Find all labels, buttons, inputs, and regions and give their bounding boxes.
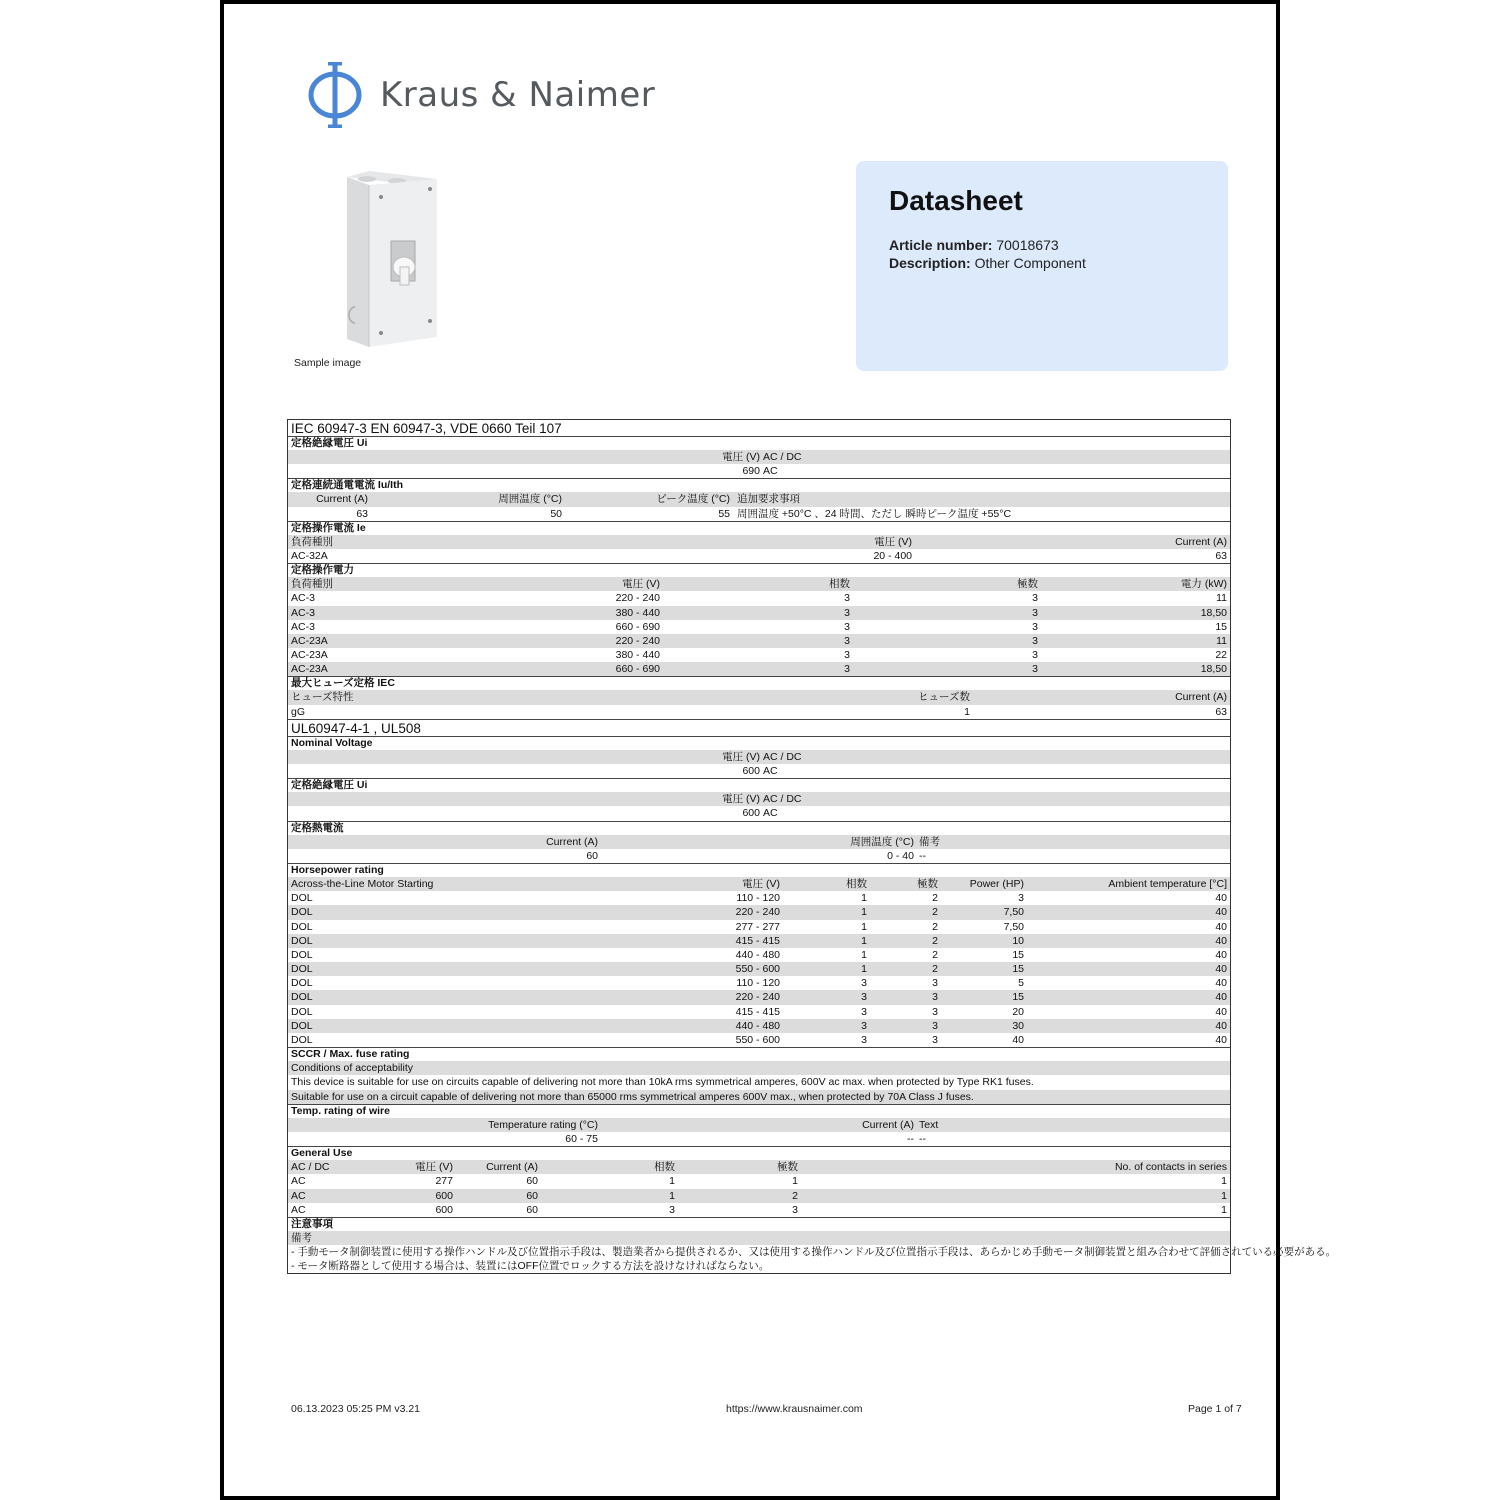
column-header-row xyxy=(288,877,1230,891)
cell-text: IEC 60947-3 EN 60947-3, VDE 0660 Teil 107 xyxy=(291,421,562,436)
cell-text: 440 - 480 xyxy=(735,1019,780,1032)
section-title xyxy=(288,436,1230,450)
cell-text: 周囲温度 +50°C 、24 時間、ただし 瞬時ピーク温度 +55°C xyxy=(737,507,1012,520)
footer-page-number: Page 1 of 7 xyxy=(1188,1403,1242,1415)
cell-text: 負荷種別 xyxy=(291,578,333,591)
cell-text: AC xyxy=(291,1203,306,1216)
cell-text: AC xyxy=(763,765,778,777)
cell-text: 1 xyxy=(861,963,867,976)
section-title xyxy=(288,1217,1230,1231)
cell-text: 220 - 240 xyxy=(615,592,660,605)
table-row xyxy=(288,934,1230,948)
table-row xyxy=(288,705,1230,719)
cell-text: 周囲温度 (°C) xyxy=(498,493,562,506)
table-row xyxy=(288,849,1230,863)
cell-text: Text xyxy=(919,1118,939,1131)
cell-text: 40 xyxy=(1012,1034,1024,1046)
cell-text: ヒューズ特性 xyxy=(291,691,354,704)
cell-text: 2 xyxy=(932,892,938,905)
cell-text: 定格絶縁電圧 Ui xyxy=(291,779,368,792)
cell-text: 600 xyxy=(435,1189,453,1202)
cell-text: -- xyxy=(907,1132,914,1145)
cell-text: AC xyxy=(763,807,778,820)
cell-text: 3 xyxy=(844,634,850,647)
cell-text: 3 xyxy=(861,991,867,1004)
cell-text: DOL xyxy=(291,906,313,919)
cell-text: 3 xyxy=(1032,620,1038,633)
cell-text: 15 xyxy=(1012,948,1024,961)
cell-text: 18,50 xyxy=(1200,663,1227,676)
cell-text: 277 xyxy=(435,1175,453,1188)
standard-heading-ul xyxy=(288,719,1230,736)
cell-text: This device is suitable for use on circuits capable of delivering not more than 10kA rms symmetrical amperes, 600V ac max. when protected by Type RK1 fuses. xyxy=(291,1076,1034,1089)
cell-text: 600 xyxy=(742,765,760,777)
cell-text: Temp. rating of wire xyxy=(291,1104,390,1117)
cell-text: 3 xyxy=(1032,606,1038,619)
cell-text: 3 xyxy=(932,991,938,1004)
cell-text: 415 - 415 xyxy=(735,934,780,947)
cell-text: DOL xyxy=(291,948,313,961)
table-row xyxy=(288,962,1230,976)
cell-text: 定格操作電力 xyxy=(291,564,354,577)
cell-text: DOL xyxy=(291,920,313,933)
cell-text: 7,50 xyxy=(1003,906,1024,919)
section-title xyxy=(288,521,1230,535)
cell-text: 1 xyxy=(669,1189,675,1202)
cell-text: 負荷種別 xyxy=(291,535,333,548)
cell-text: 63 xyxy=(1215,705,1227,718)
column-header-row xyxy=(288,1118,1230,1132)
column-header-row xyxy=(288,535,1230,549)
table-row xyxy=(288,648,1230,662)
cell-text: 60 xyxy=(526,1189,538,1202)
cell-text: 極数 xyxy=(917,877,938,890)
cell-text: 最大ヒューズ定格 IEC xyxy=(291,677,395,690)
cell-text: 電圧 (V) xyxy=(415,1161,453,1174)
table-row xyxy=(288,1090,1230,1104)
cell-text: 1 xyxy=(861,906,867,919)
cell-text: 2 xyxy=(932,906,938,919)
cell-text: 電圧 (V) xyxy=(722,451,760,463)
cell-text: ヒューズ数 xyxy=(918,691,970,704)
table-row xyxy=(288,1075,1230,1089)
cell-text: 55 xyxy=(718,507,730,520)
cell-text: AC / DC xyxy=(763,793,802,806)
cell-text: AC xyxy=(291,1175,306,1188)
cell-text: 110 - 120 xyxy=(736,892,780,905)
cell-text: 60 - 75 xyxy=(565,1132,598,1145)
cell-text: 備考 xyxy=(291,1231,312,1244)
cell-text: 電圧 (V) xyxy=(742,877,780,890)
cell-text: Suitable for use on a circuit capable of delivering not more than 65000 rms symmetrical amperes 600V max., when protected by 70A Class J fuses. xyxy=(291,1090,974,1103)
column-header-row xyxy=(288,577,1230,591)
cell-text: 3 xyxy=(844,620,850,633)
cell-text: 40 xyxy=(1215,963,1227,976)
cell-text: Power (HP) xyxy=(969,877,1024,890)
cell-text: AC-3 xyxy=(291,620,315,633)
cell-text: 22 xyxy=(1215,649,1227,662)
cell-text: 3 xyxy=(932,1005,938,1018)
cell-text: AC xyxy=(291,1189,306,1202)
cell-text: 63 xyxy=(356,507,368,520)
cell-text: 40 xyxy=(1215,920,1227,933)
cell-text: 3 xyxy=(861,977,867,990)
section-title xyxy=(288,736,1230,750)
column-header-row xyxy=(288,1160,1230,1174)
description-label: Description: xyxy=(889,255,971,271)
table-row xyxy=(288,1019,1230,1033)
section-title xyxy=(288,478,1230,492)
cell-text: Current (A) xyxy=(316,493,368,506)
table-row xyxy=(288,606,1230,620)
image-caption: Sample image xyxy=(294,357,362,369)
cell-text: 3 xyxy=(1018,892,1024,905)
cell-text: AC-32A xyxy=(291,549,328,562)
cell-text: 相数 xyxy=(846,877,867,890)
description xyxy=(889,255,1086,271)
cell-text: 220 - 240 xyxy=(615,634,660,647)
cell-text: 備考 xyxy=(919,835,940,848)
cell-text: AC-23A xyxy=(291,634,328,647)
cell-text: 18,50 xyxy=(1200,606,1227,619)
section-title xyxy=(288,1047,1230,1061)
datasheet-title: Datasheet xyxy=(889,185,1023,216)
cell-text: Conditions of acceptability xyxy=(291,1062,413,1075)
cell-text: 3 xyxy=(792,1203,798,1216)
table-row xyxy=(288,905,1230,919)
cell-text: 415 - 415 xyxy=(735,1005,780,1018)
cell-text: 40 xyxy=(1215,906,1227,919)
cell-text: DOL xyxy=(291,934,313,947)
table-row xyxy=(288,620,1230,634)
cell-text: 63 xyxy=(1215,549,1227,562)
cell-text: 3 xyxy=(1032,649,1038,662)
section-title xyxy=(288,676,1230,690)
cell-text: 1 xyxy=(861,948,867,961)
column-header-row xyxy=(288,750,1230,764)
cell-text: 50 xyxy=(550,507,562,520)
cell-text: 15 xyxy=(1012,991,1024,1004)
description-value: Other Component xyxy=(974,255,1086,271)
cell-text: 550 - 600 xyxy=(735,1034,780,1046)
table-row xyxy=(288,1203,1230,1217)
section-title xyxy=(288,1146,1230,1160)
cell-text: 1 xyxy=(792,1175,798,1188)
cell-text: - モータ断路器として使用する場合は、装置にはOFF位置でロックする方法を設けなければならない。 xyxy=(291,1260,770,1273)
article-number-label: Article number: xyxy=(889,237,993,253)
cell-text: 周囲温度 (°C) xyxy=(850,835,914,848)
cell-text: AC-23A xyxy=(291,663,328,676)
table-row xyxy=(288,1005,1230,1019)
cell-text: - 手動モータ制御装置に使用する操作ハンドル及び位置指示手段は、製造業者から提供されるか、又は使用する操作ハンドル及び位置指示手段は、あらかじめ手動モータ制御装置と組み合わせて評価されている必要がある。 xyxy=(291,1246,1337,1259)
cell-text: AC / DC xyxy=(763,750,802,763)
cell-text: 60 xyxy=(526,1203,538,1216)
cell-text: 600 xyxy=(742,807,760,820)
standard-heading-iec xyxy=(288,420,1230,436)
column-header-row xyxy=(288,835,1230,849)
cell-text: 0 - 40 xyxy=(887,849,914,862)
cell-text: Current (A) xyxy=(862,1118,914,1131)
cell-text: 2 xyxy=(932,948,938,961)
cell-text: 40 xyxy=(1215,977,1227,990)
table-row xyxy=(288,464,1230,478)
cell-text: 40 xyxy=(1215,991,1227,1004)
cell-text: No. of contacts in series xyxy=(1114,1161,1227,1174)
cell-text: 10 xyxy=(1012,934,1024,947)
cell-text: Current (A) xyxy=(1175,691,1227,704)
column-header-row xyxy=(288,1061,1230,1075)
cell-text: Ambient temperature [°C] xyxy=(1108,877,1227,890)
cell-text: 5 xyxy=(1018,977,1024,990)
table-row xyxy=(288,507,1230,521)
cell-text: 3 xyxy=(861,1019,867,1032)
cell-text: SCCR / Max. fuse rating xyxy=(291,1048,410,1061)
cell-text: 3 xyxy=(669,1203,675,1216)
cell-text: 定格熱電流 xyxy=(291,821,344,834)
cell-text: AC-3 xyxy=(291,606,315,619)
table-row xyxy=(288,891,1230,905)
table-row xyxy=(288,662,1230,676)
cell-text: 220 - 240 xyxy=(735,991,780,1004)
cell-text: 600 xyxy=(435,1203,453,1216)
phi-logo-icon xyxy=(306,60,364,130)
cell-text: 60 xyxy=(586,849,598,862)
cell-text: 20 xyxy=(1012,1005,1024,1018)
cell-text: DOL xyxy=(291,977,313,990)
cell-text: AC / DC xyxy=(763,451,802,463)
cell-text: 2 xyxy=(792,1189,798,1202)
section-title xyxy=(288,563,1230,577)
cell-text: gG xyxy=(291,705,306,718)
column-header-row xyxy=(288,1231,1230,1245)
section-title xyxy=(288,778,1230,792)
cell-text: 3 xyxy=(861,1034,867,1046)
column-header-row xyxy=(288,492,1230,506)
cell-text: 定格絶縁電圧 Ui xyxy=(291,437,368,449)
cell-text: 1 xyxy=(861,934,867,947)
cell-text: 550 - 600 xyxy=(735,963,780,976)
cell-text: 電圧 (V) xyxy=(874,535,912,548)
table-row xyxy=(288,634,1230,648)
cell-text: -- xyxy=(919,849,926,862)
cell-text: General Use xyxy=(291,1147,353,1160)
cell-text: 40 xyxy=(1215,1019,1227,1032)
table-row xyxy=(288,948,1230,962)
cell-text: Current (A) xyxy=(546,835,598,848)
cell-text: AC / DC xyxy=(291,1161,330,1174)
cell-text: 3 xyxy=(1032,592,1038,605)
brand-logo xyxy=(306,60,655,130)
cell-text: AC-3 xyxy=(291,592,315,605)
cell-text: 11 xyxy=(1216,592,1227,605)
cell-text: 440 - 480 xyxy=(735,948,780,961)
table-row xyxy=(288,806,1230,820)
cell-text: 2 xyxy=(932,963,938,976)
cell-text: 660 - 690 xyxy=(615,620,660,633)
cell-text: 定格操作電流 Ie xyxy=(291,521,366,534)
cell-text: Nominal Voltage xyxy=(291,736,373,749)
cell-text: 3 xyxy=(1032,634,1038,647)
footer-timestamp: 06.13.2023 05:25 PM v3.21 xyxy=(291,1403,421,1415)
cell-text: ピーク温度 (°C) xyxy=(656,493,730,506)
table-row xyxy=(288,990,1230,1004)
spec-table xyxy=(287,419,1337,1274)
cell-text: 110 - 120 xyxy=(736,977,780,990)
table-row xyxy=(288,1132,1230,1146)
cell-text: UL60947-4-1 , UL508 xyxy=(291,720,421,736)
product-image xyxy=(329,169,444,349)
cell-text: 極数 xyxy=(1017,578,1038,591)
cell-text: 定格連続通電電流 Iu/Ith xyxy=(291,479,403,492)
cell-text: AC-23A xyxy=(291,649,328,662)
cell-text: 60 xyxy=(526,1175,538,1188)
cell-text: 3 xyxy=(1032,663,1038,676)
section-title xyxy=(288,863,1230,877)
cell-text: Current (A) xyxy=(486,1161,538,1174)
column-header-row xyxy=(288,792,1230,806)
cell-text: 3 xyxy=(932,1019,938,1032)
cell-text: 11 xyxy=(1216,634,1227,647)
cell-text: 30 xyxy=(1012,1019,1024,1032)
cell-text: 1 xyxy=(1221,1175,1227,1188)
datasheet-page xyxy=(220,0,1337,1500)
article-number-value: 70018673 xyxy=(996,237,1059,253)
table-row xyxy=(288,1189,1230,1203)
cell-text: 1 xyxy=(1221,1189,1227,1202)
cell-text: 1 xyxy=(861,892,867,905)
note-line xyxy=(288,1245,1337,1259)
cell-text: AC xyxy=(763,465,778,478)
cell-text: 40 xyxy=(1215,1005,1227,1018)
cell-text: 1 xyxy=(861,920,867,933)
cell-text: 注意事項 xyxy=(291,1217,333,1230)
table-row xyxy=(288,549,1230,563)
table-row xyxy=(288,1174,1230,1188)
cell-text: 3 xyxy=(861,1005,867,1018)
cell-text: 追加要求事項 xyxy=(737,493,800,506)
cell-text: 相数 xyxy=(829,578,850,591)
cell-text: 極数 xyxy=(777,1161,798,1174)
cell-text: -- xyxy=(919,1132,926,1145)
cell-text: DOL xyxy=(291,963,313,976)
cell-text: 277 - 277 xyxy=(735,920,780,933)
column-header-row xyxy=(288,690,1230,704)
footer-website-link[interactable]: https://www.krausnaimer.com xyxy=(726,1403,863,1415)
cell-text: Horsepower rating xyxy=(291,863,384,876)
cell-text: 40 xyxy=(1215,934,1227,947)
cell-text: DOL xyxy=(291,1019,313,1032)
table-row xyxy=(288,976,1230,990)
cell-text: 40 xyxy=(1215,948,1227,961)
cell-text: 電圧 (V) xyxy=(722,750,760,763)
cell-text: 電力 (kW) xyxy=(1180,578,1227,591)
cell-text: 660 - 690 xyxy=(615,663,660,676)
cell-text: Temperature rating (°C) xyxy=(488,1118,598,1131)
cell-text: DOL xyxy=(291,1005,313,1018)
datasheet-info-card xyxy=(856,161,1228,371)
cell-text: 1 xyxy=(1221,1203,1227,1216)
cell-text: 40 xyxy=(1215,1034,1227,1046)
cell-text: 15 xyxy=(1215,620,1227,633)
note-line xyxy=(288,1259,1230,1273)
cell-text: 40 xyxy=(1215,892,1227,905)
cell-text: 380 - 440 xyxy=(615,606,660,619)
cell-text: 3 xyxy=(844,592,850,605)
article-number xyxy=(889,237,1059,253)
cell-text: 20 - 400 xyxy=(873,549,912,562)
cell-text: 7,50 xyxy=(1003,920,1024,933)
cell-text: 220 - 240 xyxy=(735,906,780,919)
table-row xyxy=(288,920,1230,934)
cell-text: DOL xyxy=(291,991,313,1004)
cell-text: 3 xyxy=(844,663,850,676)
cell-text: 相数 xyxy=(654,1161,675,1174)
cell-text: 3 xyxy=(932,1034,938,1046)
cell-text: 3 xyxy=(844,649,850,662)
cell-text: 2 xyxy=(932,934,938,947)
cell-text: DOL xyxy=(291,1034,313,1046)
cell-text: DOL xyxy=(291,892,313,905)
cell-text: 3 xyxy=(844,606,850,619)
cell-text: Across-the-Line Motor Starting xyxy=(291,877,434,890)
cell-text: 380 - 440 xyxy=(615,649,660,662)
cell-text: 15 xyxy=(1012,963,1024,976)
section-title xyxy=(288,821,1230,835)
cell-text: 1 xyxy=(669,1175,675,1188)
table-row xyxy=(288,764,1230,778)
cell-text: 電圧 (V) xyxy=(722,793,760,806)
cell-text: Current (A) xyxy=(1175,535,1227,548)
table-row xyxy=(288,1033,1230,1047)
cell-text: 1 xyxy=(964,705,970,718)
cell-text: 2 xyxy=(932,920,938,933)
cell-text: 3 xyxy=(932,977,938,990)
table-row xyxy=(288,591,1230,605)
brand-name: Kraus & Naimer xyxy=(380,75,656,115)
cell-text: 690 xyxy=(742,465,760,478)
cell-text: 電圧 (V) xyxy=(622,578,660,591)
column-header-row xyxy=(288,450,1230,464)
section-title xyxy=(288,1104,1230,1118)
